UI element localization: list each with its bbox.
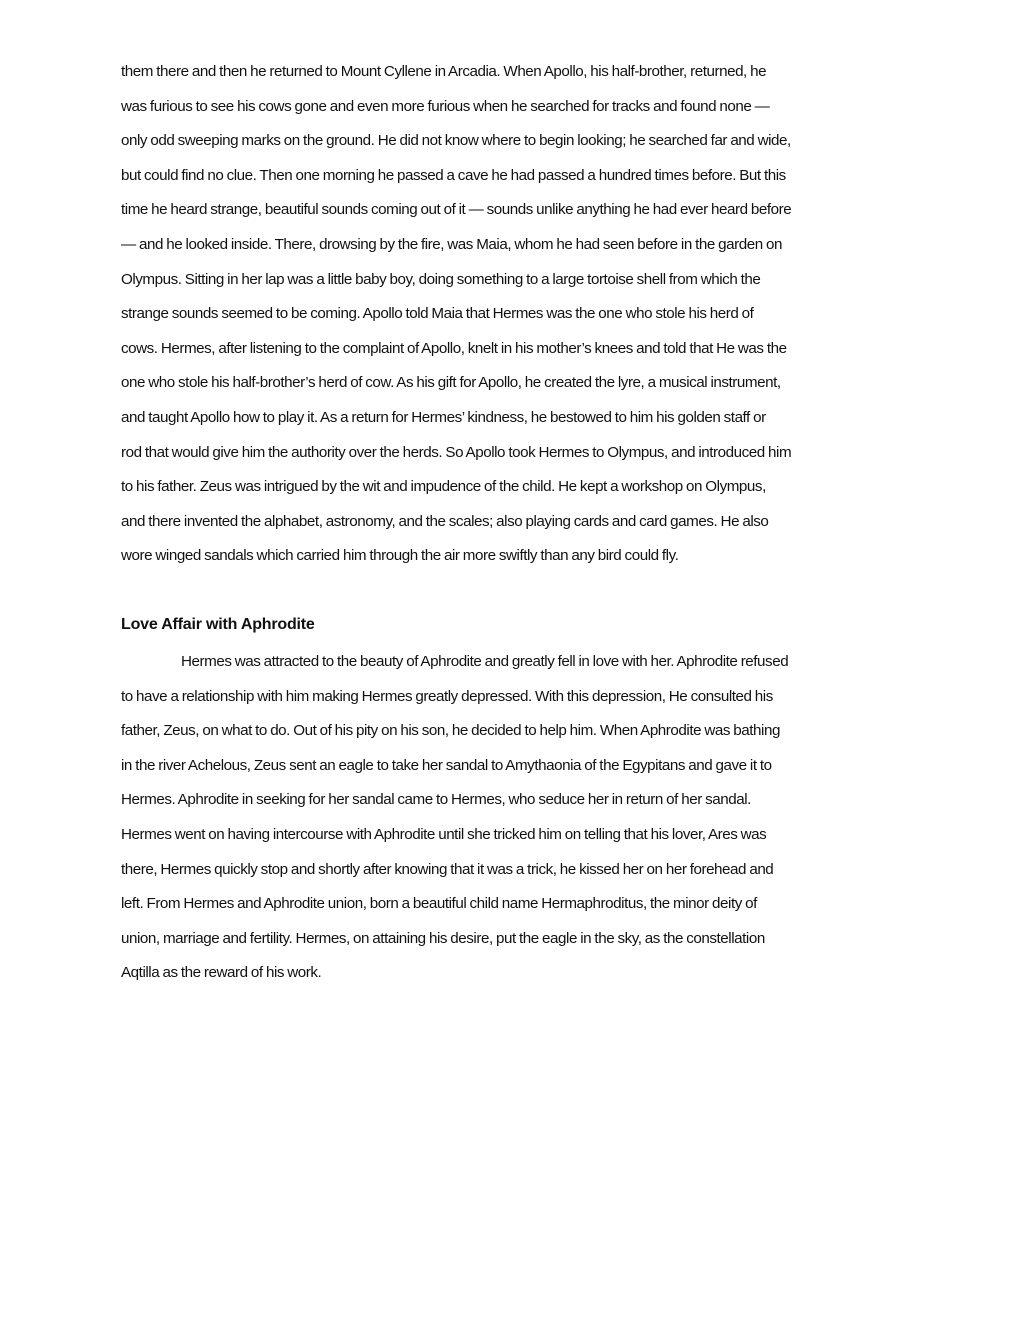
text-line: one who stole his half-brother’s herd of cow. As his gift for Apollo, he created the lyre, a musical instrument, bbox=[121, 374, 781, 392]
text-line: Olympus. Sitting in her lap was a little baby boy, doing something to a large tortoise shell from which the bbox=[121, 270, 761, 288]
section-heading: Love Affair with Aphrodite bbox=[121, 616, 315, 633]
text-line: Hermes was attracted to the beauty of Aphrodite and greatly fell in love with her. Aphrodite refused bbox=[181, 653, 789, 670]
text-line: time he heard strange, beautiful sounds coming out of it — sounds unlike anything he had ever heard before bbox=[121, 201, 792, 219]
text-line: only odd sweeping marks on the ground. He did not know where to begin looking; he searched far and wide, bbox=[121, 132, 791, 150]
text-line: to have a relationship with him making Hermes greatly depressed. With this depression, He consulted his bbox=[121, 687, 773, 705]
text-line: to his father. Zeus was intrigued by the wit and impudence of the child. He kept a workshop on Olympus, bbox=[121, 478, 766, 496]
text-line: Hermes went on having intercourse with Aphrodite until she tricked him on telling that his lover, Ares was bbox=[121, 825, 767, 843]
text-line: wore winged sandals which carried him through the air more swiftly than any bird could fly. bbox=[121, 547, 679, 565]
text-line: strange sounds seemed to be coming. Apollo told Maia that Hermes was the one who stole his herd of bbox=[121, 305, 754, 323]
text-line: Hermes. Aphrodite in seeking for her sandal came to Hermes, who seduce her in return of her sandal. bbox=[121, 791, 751, 809]
text-line: but could find no clue. Then one morning he passed a cave he had passed a hundred times before. But this bbox=[121, 166, 786, 184]
text-line: Aqtilla as the reward of his work. bbox=[121, 964, 322, 982]
text-line: — and he looked inside. There, drowsing by the fire, was Maia, whom he had seen before in the garden on bbox=[121, 235, 782, 253]
text-line: father, Zeus, on what to do. Out of his pity on his son, he decided to help him. When Aphrodite was bathing bbox=[121, 722, 780, 740]
text-line: union, marriage and fertility. Hermes, on attaining his desire, put the eagle in the sky, as the constellation bbox=[121, 929, 765, 947]
body-paragraph-1 bbox=[121, 55, 921, 574]
text-line: was furious to see his cows gone and even more furious when he searched for tracks and found none — bbox=[121, 97, 770, 115]
text-line: and taught Apollo how to play it. As a return for Hermes’ kindness, he bestowed to him his golden staff or bbox=[121, 408, 766, 426]
body-paragraph-2 bbox=[121, 645, 921, 991]
text-line: them there and then he returned to Mount Cyllene in Arcadia. When Apollo, his half-brother, returned, he bbox=[121, 63, 767, 80]
text-line: rod that would give him the authority over the herds. So Apollo took Hermes to Olympus, and introduced him bbox=[121, 443, 792, 461]
text-line: left. From Hermes and Aphrodite union, born a beautiful child name Hermaphroditus, the minor deity of bbox=[121, 895, 757, 913]
text-line: cows. Hermes, after listening to the complaint of Apollo, knelt in his mother’s knees and told that He was the bbox=[121, 339, 787, 357]
text-line: there, Hermes quickly stop and shortly after knowing that it was a trick, he kissed her on her forehead and bbox=[121, 860, 774, 878]
text-line: in the river Achelous, Zeus sent an eagle to take her sandal to Amythaonia of the Egypitans and gave it to bbox=[121, 756, 772, 774]
text-line: and there invented the alphabet, astronomy, and the scales; also playing cards and card games. He also bbox=[121, 512, 769, 530]
